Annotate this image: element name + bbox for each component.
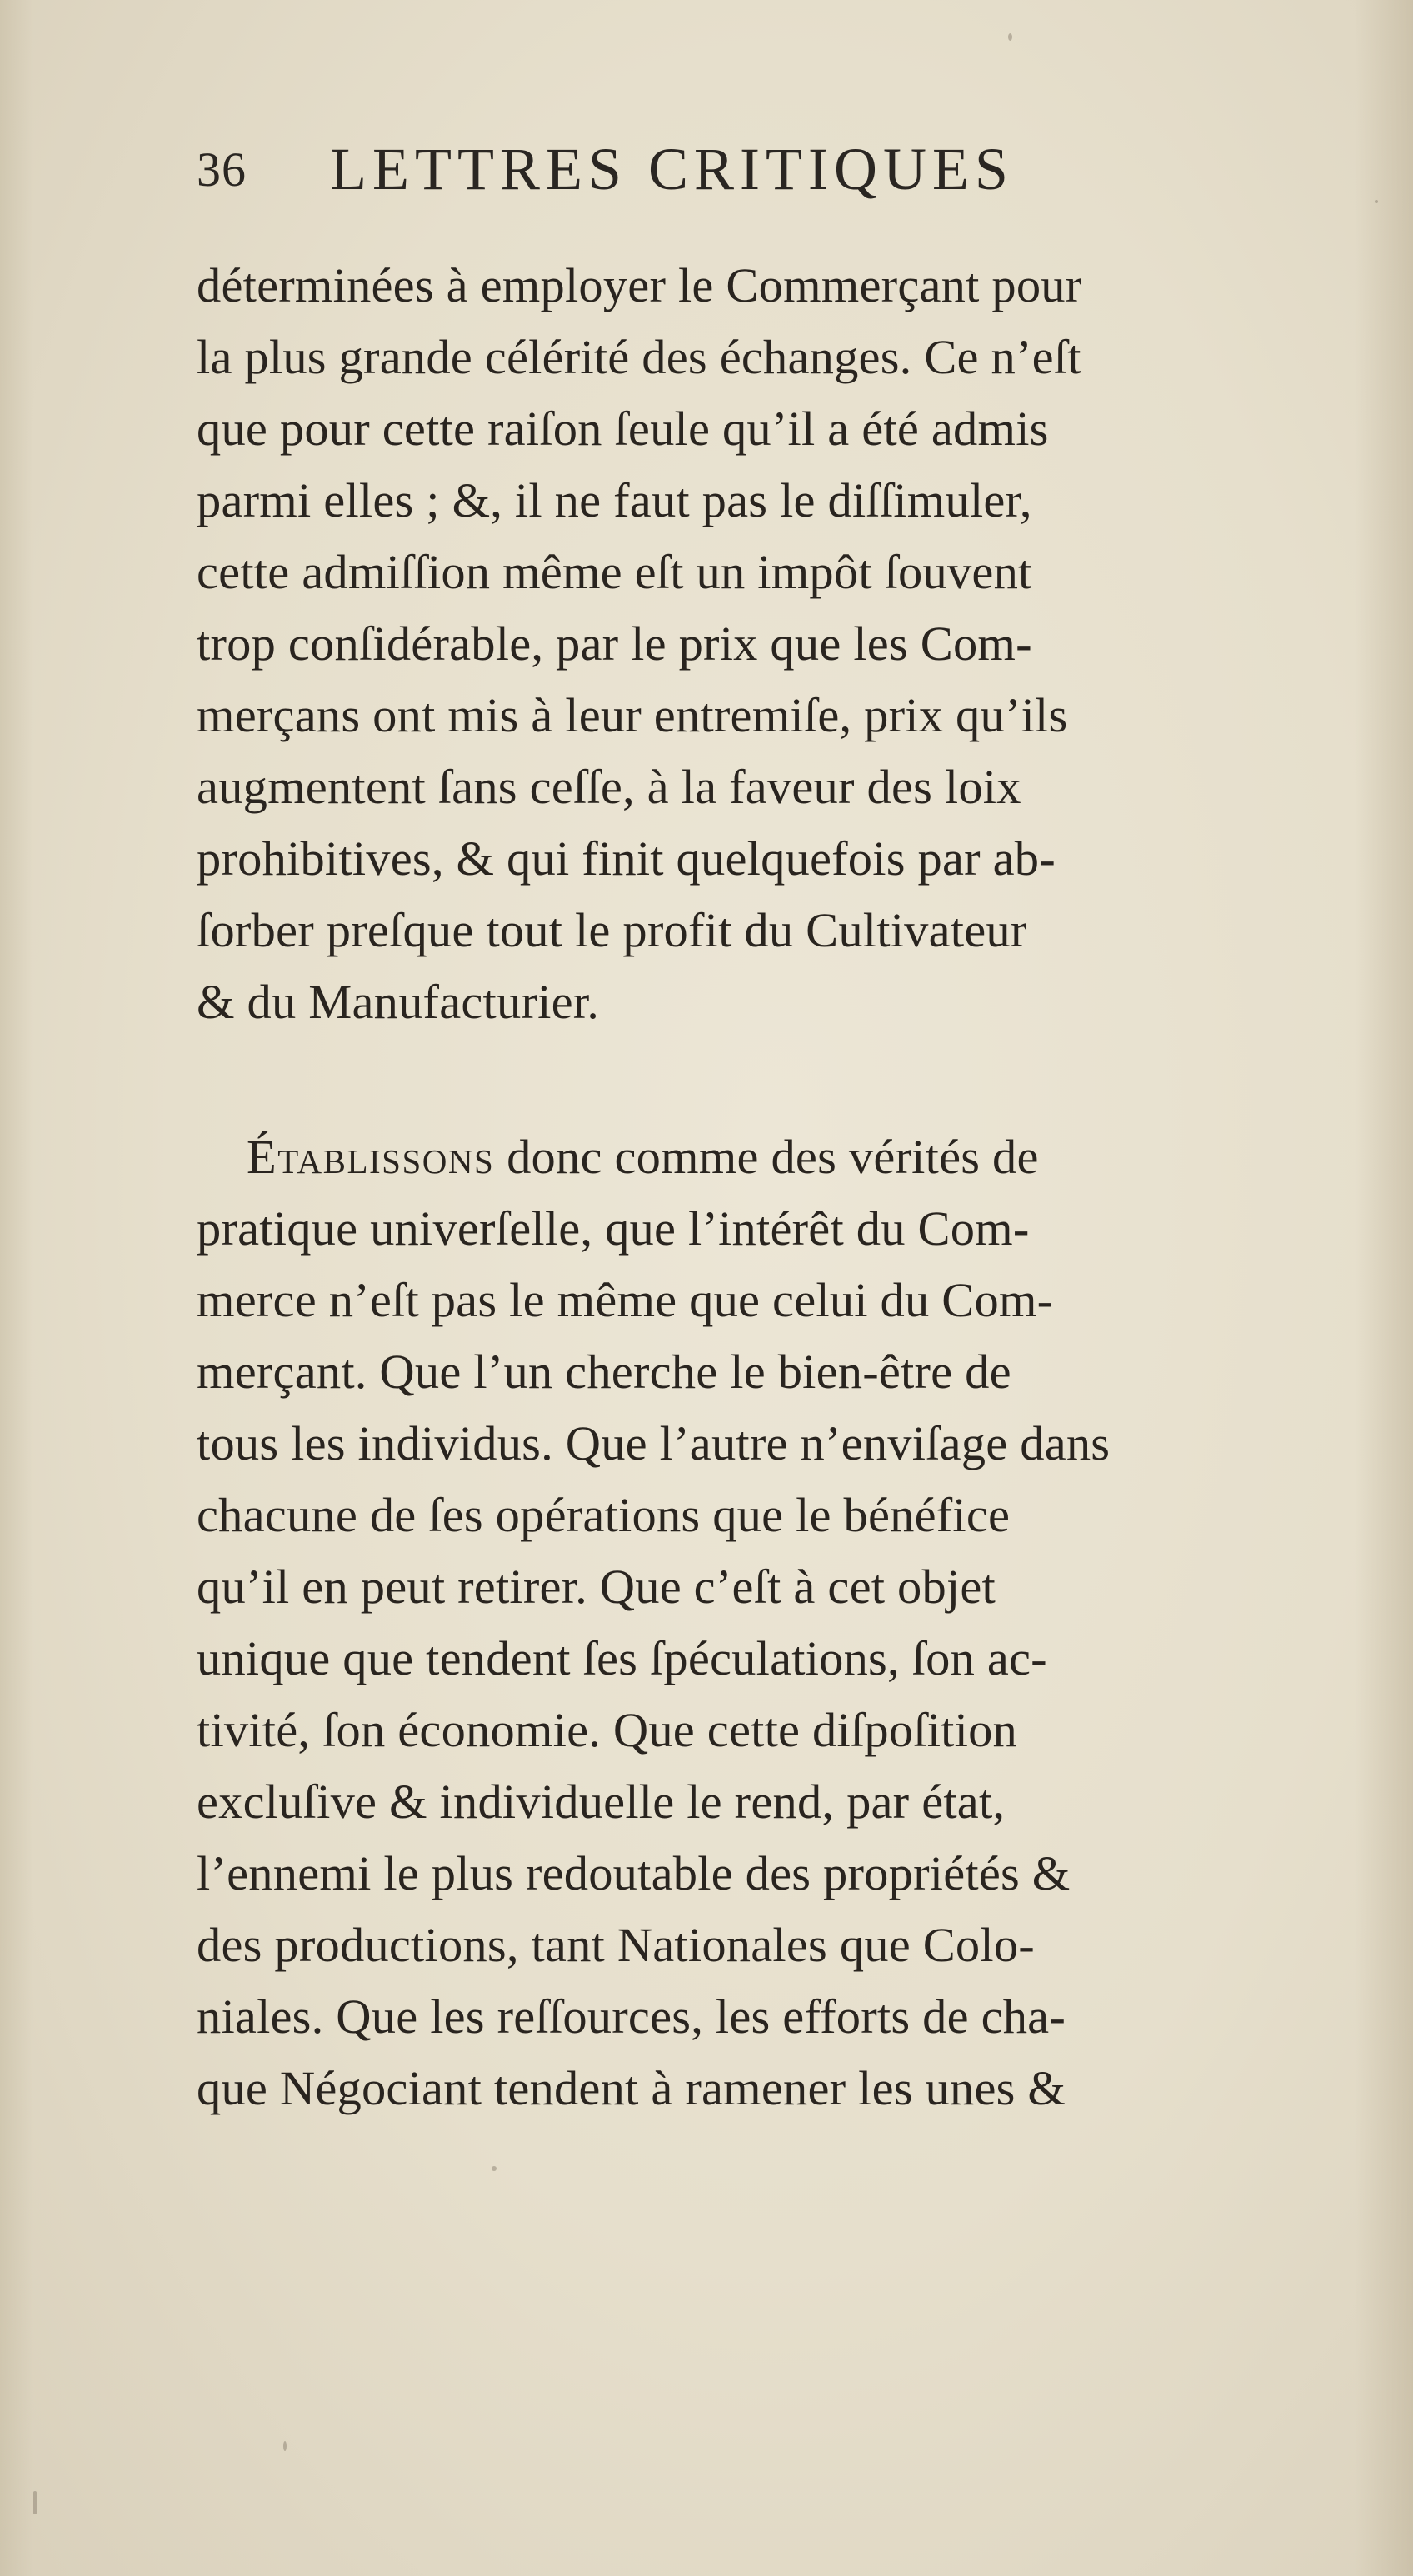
text-line: merçans ont mis à leur entremiſe, prix qu’ils (197, 688, 1068, 742)
text-line: merçant. Que l’un cherche le bien-être de (197, 1345, 1011, 1399)
text-line: que pour cette raiſon ſeule qu’il a été admis (197, 402, 1049, 456)
running-title: LETTRES CRITIQUES (330, 136, 1014, 202)
text-line: cette admiſſion même eſt un impôt ſouvent (197, 545, 1032, 599)
text-line: tous les individus. Que l’autre n’enviſage dans (197, 1416, 1111, 1470)
page-number: 36 (197, 142, 247, 197)
paper-speck (1008, 33, 1012, 41)
text-line: niales. Que les reſſources, les efforts de cha- (197, 1989, 1066, 2044)
text-line: l’ennemi le plus redoutable des propriétés & (197, 1846, 1071, 1900)
text-line: augmentent ſans ceſſe, à la faveur des loix (197, 760, 1021, 814)
paragraph-1 (197, 250, 1305, 1038)
paper-speck (492, 2166, 497, 2171)
text-line: excluſive & individuelle le rend, par état, (197, 1775, 1006, 1829)
text-line: déterminées à employer le Commerçant pour (197, 258, 1082, 312)
text-line: trop conſidérable, par le prix que les Com- (197, 617, 1032, 671)
paper-speck (33, 2491, 37, 2514)
paragraph-2 (197, 1121, 1305, 2124)
running-head (197, 125, 1188, 225)
page-left-shadow (0, 0, 33, 2576)
text-line: que Négociant tendent à ramener les unes & (197, 2061, 1066, 2115)
text-line: des productions, tant Nationales que Colo- (197, 1918, 1035, 1972)
text-line: unique que tendent ſes ſpéculations, ſon ac- (197, 1631, 1047, 1685)
page-right-shadow (1355, 0, 1413, 2576)
text-line: parmi elles ; &, il ne faut pas le diſſimuler, (197, 473, 1032, 527)
text-line: tivité, ſon économie. Que cette diſpoſition (197, 1703, 1017, 1757)
body-text (197, 250, 1305, 2124)
paragraph-first-line-rest: donc comme des vérités de (494, 1130, 1039, 1184)
paper-speck (1375, 200, 1378, 203)
text-line-first (197, 1121, 1305, 1193)
text-line: merce n’eſt pas le même que celui du Com- (197, 1273, 1054, 1327)
text-line: ſorber preſque tout le profit du Cultivateur (197, 903, 1027, 957)
paper-speck (283, 2441, 287, 2451)
paragraph-gap (197, 1038, 1305, 1121)
text-line: la plus grande célérité des échanges. Ce n’eſt (197, 330, 1081, 384)
text-line: chacune de ſes opérations que le bénéfice (197, 1488, 1011, 1542)
paragraph-lead-word: Établissons (247, 1130, 495, 1184)
text-line: & du Manufacturier. (197, 975, 600, 1029)
text-line: prohibitives, & qui finit quelquefois par ab- (197, 831, 1056, 886)
text-line: qu’il en peut retirer. Que c’eſt à cet objet (197, 1560, 996, 1614)
text-line: pratique univerſelle, que l’intérêt du Com- (197, 1201, 1030, 1256)
